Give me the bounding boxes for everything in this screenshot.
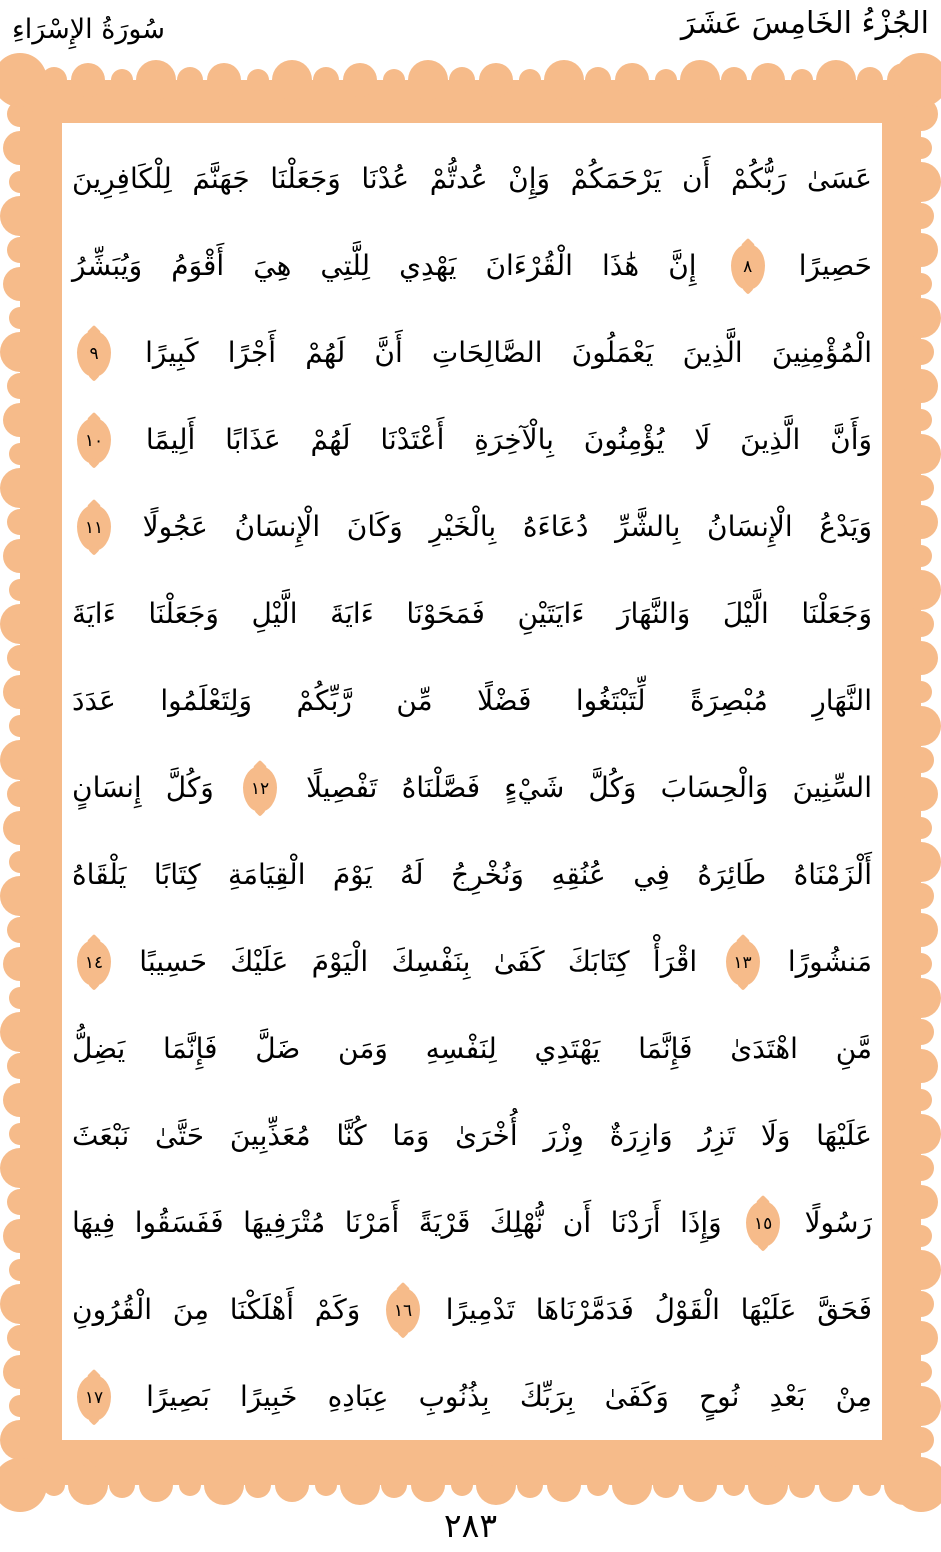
ayah-number-marker: ١٧ — [77, 1375, 111, 1421]
quran-line — [72, 570, 872, 657]
quran-text-segment: وَجَعَلْنَا الَّيْلَ وَالنَّهَارَ ءَايَتَيْنِ فَمَحَوْنَا ءَايَةَ الَّيْلِ وَجَعَلْنَا ءَايَةَ — [72, 597, 872, 630]
quran-line — [72, 744, 872, 831]
quran-text-segment: إِنَّ هَٰذَا الْقُرْءَانَ يَهْدِي لِلَّتِي هِيَ أَقْوَمُ وَيُبَشِّرُ — [72, 249, 697, 282]
quran-text-segment: عَلَيْهَا وَلَا تَزِرُ وَازِرَةٌ وِزْرَ أُخْرَىٰ وَمَا كُنَّا مُعَذِّبِينَ حَتَّىٰ نَبْعَثَ — [72, 1119, 872, 1152]
quran-line — [72, 1092, 872, 1179]
quran-line — [72, 1353, 872, 1440]
quran-text-segment: أَلْزَمْنَاهُ طَائِرَهُ فِي عُنُقِهِ وَنُخْرِجُ لَهُ يَوْمَ الْقِيَامَةِ كِتَابًا يَلْقَاهُ — [72, 858, 872, 891]
quran-text-segment: الْمُؤْمِنِينَ الَّذِينَ يَعْمَلُونَ الصَّالِحَاتِ أَنَّ لَهُمْ أَجْرًا كَبِيرًا — [145, 336, 872, 369]
quran-line — [72, 483, 872, 570]
quran-text-segment: فَحَقَّ عَلَيْهَا الْقَوْلُ فَدَمَّرْنَاهَا تَدْمِيرًا — [445, 1293, 873, 1326]
ayah-number-marker: ١٥ — [746, 1201, 780, 1247]
page-number: ٢٨٣ — [443, 1506, 498, 1545]
quran-text-segment: مَنشُورًا — [787, 945, 873, 978]
quran-text-segment: وَأَنَّ الَّذِينَ لَا يُؤْمِنُونَ بِالْآخِرَةِ أَعْتَدْنَا لَهُمْ عَذَابًا أَلِيمًا — [145, 423, 872, 456]
quran-text-segment: رَسُولًا — [804, 1206, 872, 1239]
ayah-number-marker: ١٤ — [77, 940, 111, 986]
ayah-number-marker: ١٢ — [243, 766, 277, 812]
quran-text-segment: النَّهَارِ مُبْصِرَةً لِّتَبْتَغُوا فَضْلًا مِّن رَّبِّكُمْ وَلِتَعْلَمُوا عَدَدَ — [72, 684, 872, 717]
ayah-number-marker: ٩ — [77, 331, 111, 377]
page-header — [0, 0, 941, 62]
quran-text-segment: وَكَمْ أَهْلَكْنَا مِنَ الْقُرُونِ — [72, 1293, 361, 1326]
quran-line — [72, 396, 872, 483]
quran-text-segment: وَيَدْعُ الْإِنسَانُ بِالشَّرِّ دُعَاءَهُ بِالْخَيْرِ وَكَانَ الْإِنسَانُ عَجُولًا — [142, 510, 872, 543]
quran-line — [72, 222, 872, 309]
quran-text-segment: وَإِذَا أَرَدْنَا أَن نُّهْلِكَ قَرْيَةً أَمَرْنَا مُتْرَفِيهَا فَفَسَقُوا فِيهَا — [72, 1206, 722, 1239]
quran-line — [72, 1179, 872, 1266]
quran-text-segment: حَصِيرًا — [798, 249, 872, 282]
ayah-number-marker: ٨ — [731, 244, 765, 290]
quran-text-segment: السِّنِينَ وَالْحِسَابَ وَكُلَّ شَيْءٍ فَصَّلْنَاهُ تَفْصِيلًا — [306, 771, 872, 804]
quran-text-segment: وَكُلَّ إِنسَانٍ — [72, 771, 214, 804]
quran-line — [72, 1005, 872, 1092]
ayah-number-marker: ١٣ — [726, 940, 760, 986]
quran-line — [72, 1266, 872, 1353]
quran-line — [72, 135, 872, 222]
quran-text-segment: عَسَىٰ رَبُّكُمْ أَن يَرْحَمَكُمْ وَإِنْ عُدتُّمْ عُدْنَا وَجَعَلْنَا جَهَنَّمَ لِلْكَافِرِينَ — [72, 162, 872, 195]
quran-line — [72, 309, 872, 396]
ayah-number-marker: ١٦ — [386, 1288, 420, 1334]
ayah-number-marker: ١١ — [77, 505, 111, 551]
quran-line — [72, 831, 872, 918]
quran-line — [72, 657, 872, 744]
quran-text-block — [62, 123, 882, 1440]
quran-line — [72, 918, 872, 1005]
quran-text-segment: مَّنِ اهْتَدَىٰ فَإِنَّمَا يَهْتَدِي لِنَفْسِهِ وَمَن ضَلَّ فَإِنَّمَا يَضِلُّ — [72, 1032, 872, 1065]
surah-title: سُورَةُ الإِسْرَاءِ — [12, 14, 165, 45]
ayah-number-marker: ١٠ — [77, 418, 111, 464]
juz-title: الجُزْءُ الخَامِسَ عَشَرَ — [680, 6, 929, 41]
quran-text-segment: مِنْ بَعْدِ نُوحٍ وَكَفَىٰ بِرَبِّكَ بِذُنُوبِ عِبَادِهِ خَبِيرًا بَصِيرًا — [146, 1380, 872, 1413]
quran-text-segment: اقْرَأْ كِتَابَكَ كَفَىٰ بِنَفْسِكَ الْيَوْمَ عَلَيْكَ حَسِيبًا — [139, 945, 698, 978]
